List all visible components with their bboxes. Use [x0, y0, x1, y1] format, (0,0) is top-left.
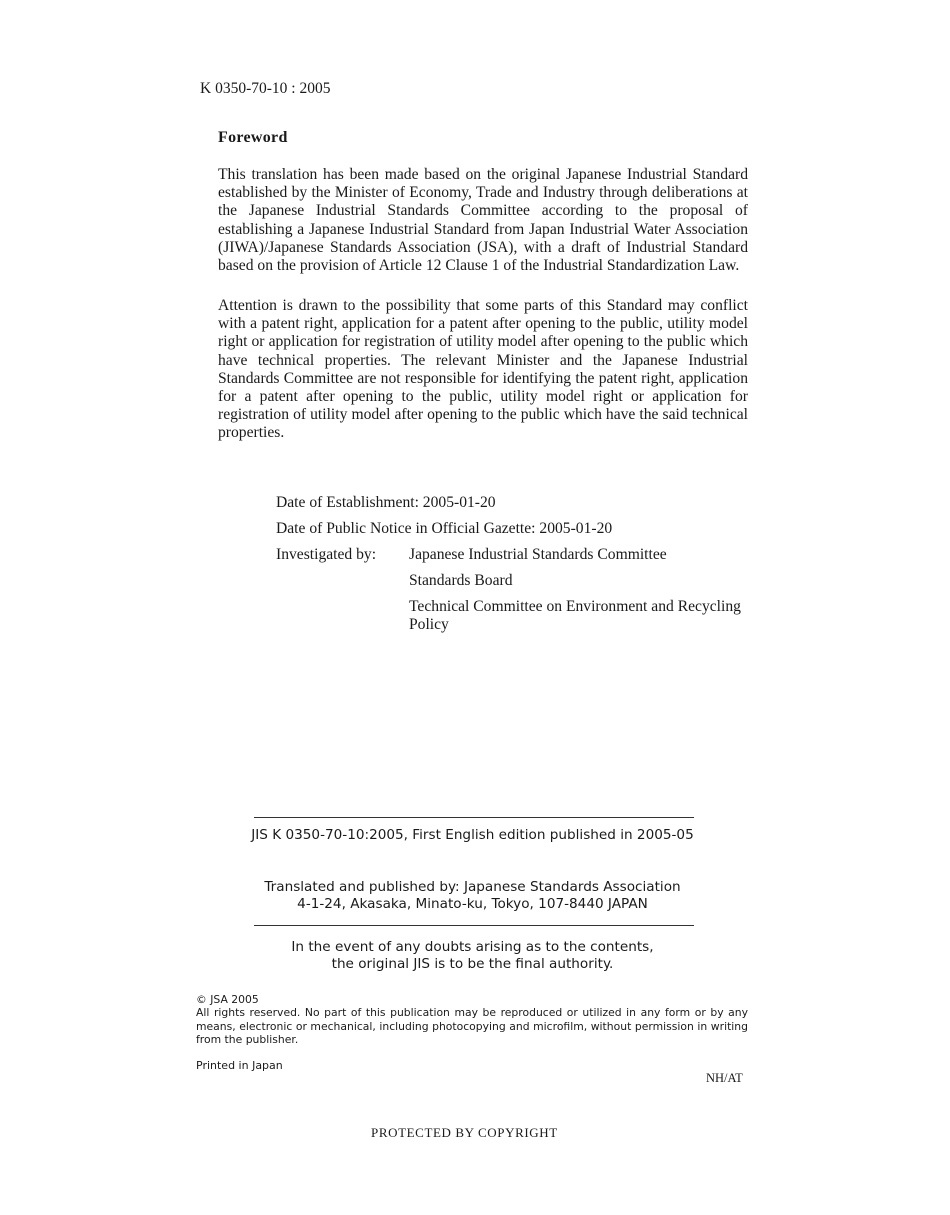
investigated-by-item: Japanese Industrial Standards Committee	[409, 546, 667, 563]
rights-statement: All rights reserved. No part of this publication may be reproduced or utilized in any form or by any means, electronic or mechanical, including photocopying and microfilm, without permission in writing from the publisher.	[196, 1006, 748, 1047]
foreword-paragraph-1: This translation has been made based on the original Japanese Industrial Standard established by the Minister of Economy, Trade and Industry through deliberations at the Japanese Industrial Standards Committee according to the proposal of establishing a Japanese Industrial Standard from Japan Industrial Water Association (JIWA)/Japanese Standards Association (JSA), with a draft of Industrial Standard based on the provision of Article 12 Clause 1 of the Industrial Standardization Law.	[218, 166, 748, 275]
divider-rule	[254, 925, 694, 926]
foreword-heading: Foreword	[218, 129, 288, 146]
authority-notice-line-2: the original JIS is to be the final authority.	[331, 956, 614, 972]
document-initials: NH/AT	[706, 1071, 743, 1085]
publisher-line: Translated and published by: Japanese Standards Association	[264, 879, 681, 895]
printed-in: Printed in Japan	[196, 1059, 283, 1072]
edition-line: JIS K 0350-70-10:2005, First English edition published in 2005-05	[251, 827, 694, 843]
authority-notice	[180, 939, 765, 973]
copyright-notice: © JSA 2005	[196, 993, 259, 1006]
document-code: K 0350-70-10 : 2005	[200, 80, 331, 97]
authority-notice-line-1: In the event of any doubts arising as to the contents,	[291, 939, 654, 955]
divider-rule	[254, 817, 694, 818]
foreword-paragraph-2: Attention is drawn to the possibility that some parts of this Standard may conflict with a patent right, application for a patent after opening to the public, utility model right or application for registration of utility model after opening to the public which have technical properties. The relevant Minister and the Japanese Industrial Standards Committee are not responsible for identifying the patent right, application for a patent after opening to the public, utility model right or application for registration of utility model after opening to the public which have the said technical properties.	[218, 297, 748, 442]
investigated-by-item: Standards Board	[409, 572, 513, 589]
publisher-address: 4-1-24, Akasaka, Minato-ku, Tokyo, 107-8440 JAPAN	[297, 896, 648, 912]
publisher-block	[180, 879, 765, 913]
copyright-block	[196, 993, 748, 1047]
date-of-public-notice: Date of Public Notice in Official Gazette: 2005-01-20	[276, 520, 613, 537]
investigated-by-label: Investigated by:	[276, 546, 377, 563]
protected-notice: PROTECTED BY COPYRIGHT	[371, 1125, 558, 1140]
date-of-establishment: Date of Establishment: 2005-01-20	[276, 494, 496, 511]
investigated-by-item: Technical Committee on Environment and Recycling Policy	[409, 598, 741, 633]
